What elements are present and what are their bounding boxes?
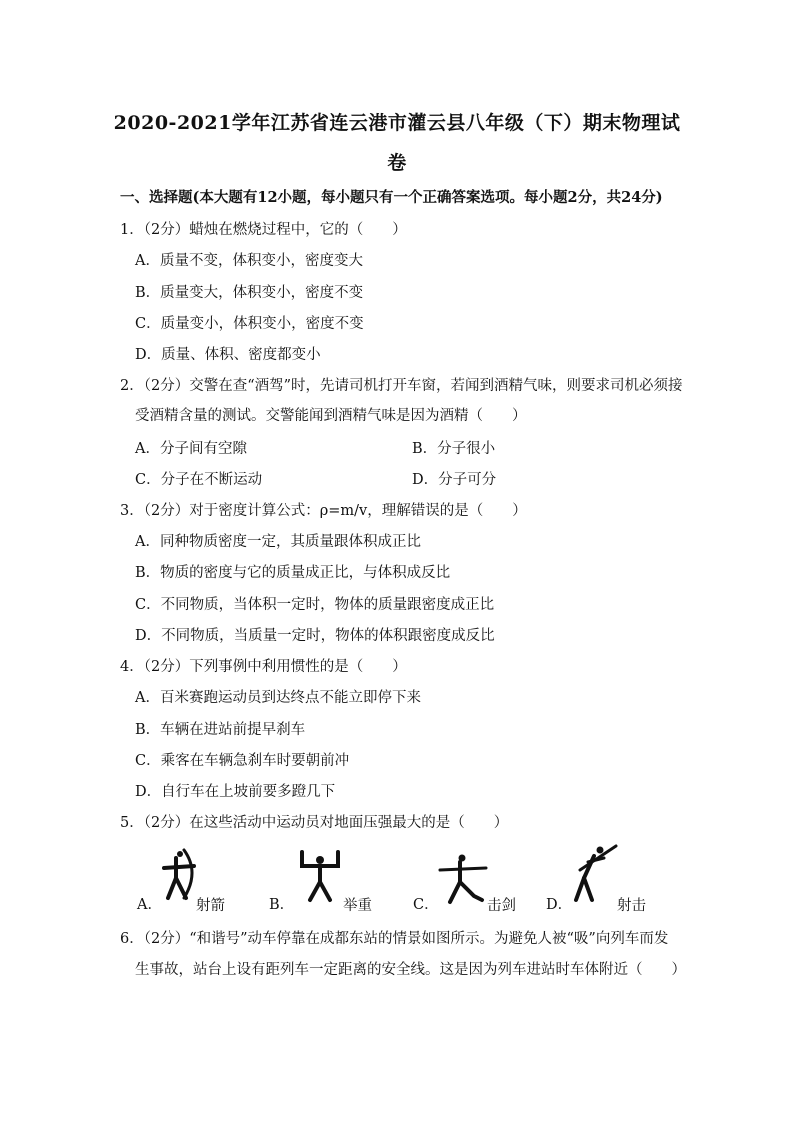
question-5-option-d-label: 射击	[617, 898, 646, 914]
question-3-option-d: D．不同物质，当质量一定时，物体的体积跟密度成反比	[135, 628, 495, 644]
weightlifting-pictogram-icon	[296, 846, 344, 904]
question-6-stem-continued: 生事故，站台上设有距列车一定距离的安全线。这是因为列车进站时车体附近（ ）	[135, 962, 686, 978]
exam-title-line1: 2020-2021学年江苏省连云港市灌云县八年级（下）期末物理试	[113, 112, 681, 134]
question-5-option-c-letter: C．	[413, 897, 439, 913]
question-3-option-b: B．物质的密度与它的质量成正比，与体积成反比	[135, 565, 451, 581]
question-1-option-d: D．质量、体积、密度都变小	[135, 347, 321, 363]
question-4-option-c: C．乘客在车辆急刹车时要朝前冲	[135, 753, 350, 769]
question-4-option-a: A．百米赛跑运动员到达终点不能立即停下来	[135, 690, 421, 706]
shooting-pictogram-icon	[570, 842, 620, 904]
question-5-option-a-label: 射箭	[196, 898, 225, 914]
question-2-option-a: A．分子间有空隙	[135, 441, 247, 457]
section-heading: 一、选择题(本大题有12小题，每小题只有一个正确答案选项。每小题2分，共24分)	[120, 189, 663, 206]
question-3-stem: 3．（2分）对于密度计算公式：ρ=m/v，理解错误的是（ ）	[120, 503, 527, 519]
question-5-stem: 5．（2分）在这些活动中运动员对地面压强最大的是（ ）	[120, 815, 509, 831]
question-5-option-c-label: 击剑	[487, 898, 516, 914]
question-1-option-a: A．质量不变，体积变小，密度变大	[135, 253, 363, 269]
question-1-stem: 1．（2分）蜡烛在燃烧过程中，它的（ ）	[120, 222, 407, 238]
question-2-stem: 2．（2分）交警在查“酒驾”时，先请司机打开车窗，若闻到酒精气味，则要求司机必须接	[120, 378, 683, 394]
fencing-pictogram-icon	[438, 852, 488, 906]
question-4-stem: 4．（2分）下列事例中利用惯性的是（ ）	[120, 659, 407, 675]
question-5-option-b-letter: B．	[269, 897, 295, 913]
exam-title-line2: 卷	[387, 152, 407, 174]
question-5-option-a-letter: A．	[137, 897, 162, 913]
question-1-option-c: C．质量变小，体积变小，密度不变	[135, 316, 364, 332]
question-1-option-b: B．质量变大，体积变小，密度不变	[135, 285, 364, 301]
question-2-option-b: B．分子很小	[412, 441, 496, 457]
question-4-option-d: D．自行车在上坡前要多蹬几下	[135, 784, 336, 800]
question-3-option-c: C．不同物质，当体积一定时，物体的质量跟密度成正比	[135, 597, 495, 613]
question-3-option-a: A．同种物质密度一定，其质量跟体积成正比	[135, 534, 421, 550]
question-2-option-d: D．分子可分	[412, 472, 497, 488]
question-2-option-c: C．分子在不断运动	[135, 472, 263, 488]
question-2-stem-continued: 受酒精含量的测试。交警能闻到酒精气味是因为酒精（ ）	[135, 408, 527, 424]
question-6-stem: 6．（2分）“和谐号”动车停靠在成都东站的情景如图所示。为避免人被“吸”向列车而发	[120, 931, 669, 947]
question-4-option-b: B．车辆在进站前提早刹车	[135, 722, 306, 738]
question-5-option-b-label: 举重	[343, 898, 372, 914]
question-5-option-d-letter: D．	[546, 897, 573, 913]
